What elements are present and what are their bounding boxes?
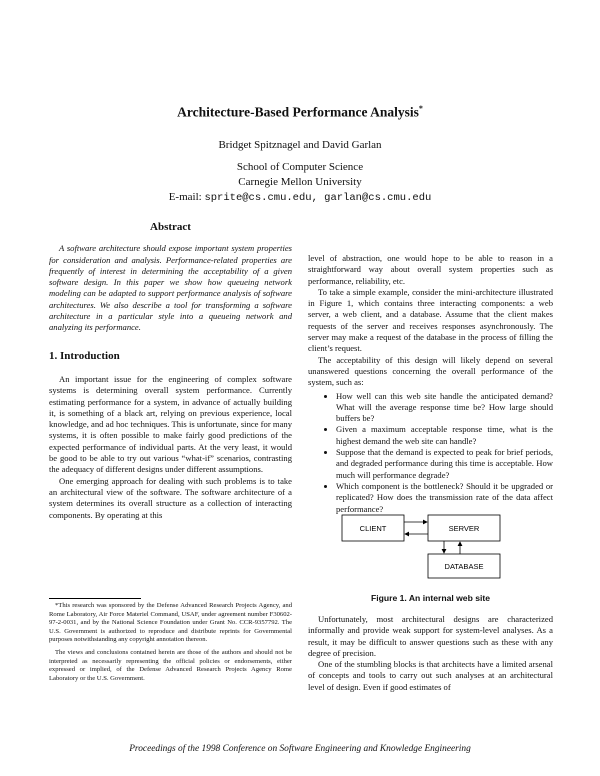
footnote-disclaimer: The views and conclusions contained herein are those of the authors and should not be interpreted as necessarily representing the official policies or endorsements, either expressed or implied, of the Defense Advanced Research Projects Agency Rome Laboratory or the U.S. Government. <box>49 648 292 682</box>
intro-paragraph: One emerging approach for dealing with such problems is to take an architectural view of the software. The software architecture of a system determines its overall structure as a collection of interacting components. By operating at this <box>49 475 292 520</box>
email-line <box>0 190 600 206</box>
footnote-rule <box>49 598 141 599</box>
email-address: sprite@cs.cmu.edu, garlan@cs.cmu.edu <box>204 192 432 204</box>
paper-title <box>0 104 600 121</box>
author-block <box>0 138 600 206</box>
body-paragraph: One of the stumbling blocks is that architects have a limited arsenal of concepts and tools to carry out such analyses at an architectural level of design. Even if good estimates of <box>308 659 553 692</box>
database-label: DATABASE <box>444 562 484 571</box>
list-item: • How well can this web site handle the anticipated demand? What will the average response time be? How large should buffers be? <box>336 391 553 425</box>
body-paragraph: level of abstraction, one would hope to be able to reason in a straightforward way about overall system properties such as performance, reliability, etc. <box>308 253 553 286</box>
right-column-lower <box>308 614 553 693</box>
title-footnote-mark: * <box>418 104 423 113</box>
affiliation-line-2: Carnegie Mellon University <box>238 176 362 188</box>
list-item: • Suppose that the demand is expected to peak for brief periods, and degraded performance during this time is acceptable. How much will performance degrade? <box>336 447 553 481</box>
architecture-diagram <box>340 506 510 586</box>
question-list <box>308 391 553 515</box>
figure-caption: Figure 1. An internal web site <box>370 593 491 603</box>
body-paragraph: Unfortunately, most architectural designs are characterized informally and provide weak support for system-level analyses. As a result, it may be difficult to answer questions such as these with any degree of precision. <box>308 614 553 658</box>
left-column <box>49 222 292 521</box>
email-label: E-mail: <box>168 191 205 203</box>
abstract-heading: Abstract <box>150 221 191 233</box>
footnotes <box>49 598 292 683</box>
title-text: Architecture-Based Performance Analysis <box>177 104 419 120</box>
abstract-text: A software architecture should expose important system properties for consideration and analysis. Performance-related properties are frequently of interest in determining the acceptability of a given software design. In this paper we show how queueing network modeling can be adapted to support performance analysis of software architectures. We also describe a tool for transforming a software architecture in a particular style into a queueing network and analyzing its performance. <box>49 243 292 333</box>
server-label: SERVER <box>448 524 480 533</box>
right-column <box>308 253 553 517</box>
footnote-sponsor: *This research was sponsored by the Defense Advanced Research Projects Agency, and Rome Laboratory, Air Force Materiel Command, USAF, under agreement number F30602-97-2-0031, and by the National Science Foundation under Grant No. CCR-9357792. The U.S. Government is authorized to reproduce and distribute reprints for Governmental purposes notwithstanding any copyright annotation thereon. <box>49 602 292 644</box>
client-label: CLIENT <box>359 524 387 533</box>
list-item: • Given a maximum acceptable response time, what is the highest demand the web site can handle? <box>336 424 553 447</box>
author-names: Bridget Spitznagel and David Garlan <box>218 139 382 151</box>
body-paragraph: To take a simple example, consider the mini-architecture illustrated in Figure 1, which contains three interacting components: a web server, a web client, and a database. Assume that the client makes requests of the server and receives responses asynchronously. The server may make a request of the database in the process of filling the client’s request. <box>308 286 553 354</box>
section-heading: 1. Introduction <box>49 349 120 362</box>
intro-paragraph: An important issue for the engineering of complex software systems is determining overall system performance. Currently estimating performance for a system, in advance of actually building it, is something of a black art, relying on previous experience, local knowledge, and ad hoc techniques. This is unfortunate, since for many systems, it is often possible to make fairly good predictions of the expected performance of individual parts. At the very least, it would be good to be able to try out various “what-if” scenarios, contrasting the adequacy of different designs under different assumptions. <box>49 373 292 475</box>
body-paragraph: The acceptability of this design will likely depend on several unanswered questions concerning the overall performance of the system, such as: <box>308 354 553 388</box>
figure-web-site <box>340 506 510 586</box>
proceedings-footer: Proceedings of the 1998 Conference on Software Engineering and Knowledge Engineering <box>129 744 471 754</box>
affiliation-line-1: School of Computer Science <box>236 161 364 173</box>
list-item: • Which component is the bottleneck? Should it be upgraded or replicated? How does the transmission rate of the data affect performance? <box>336 481 553 515</box>
